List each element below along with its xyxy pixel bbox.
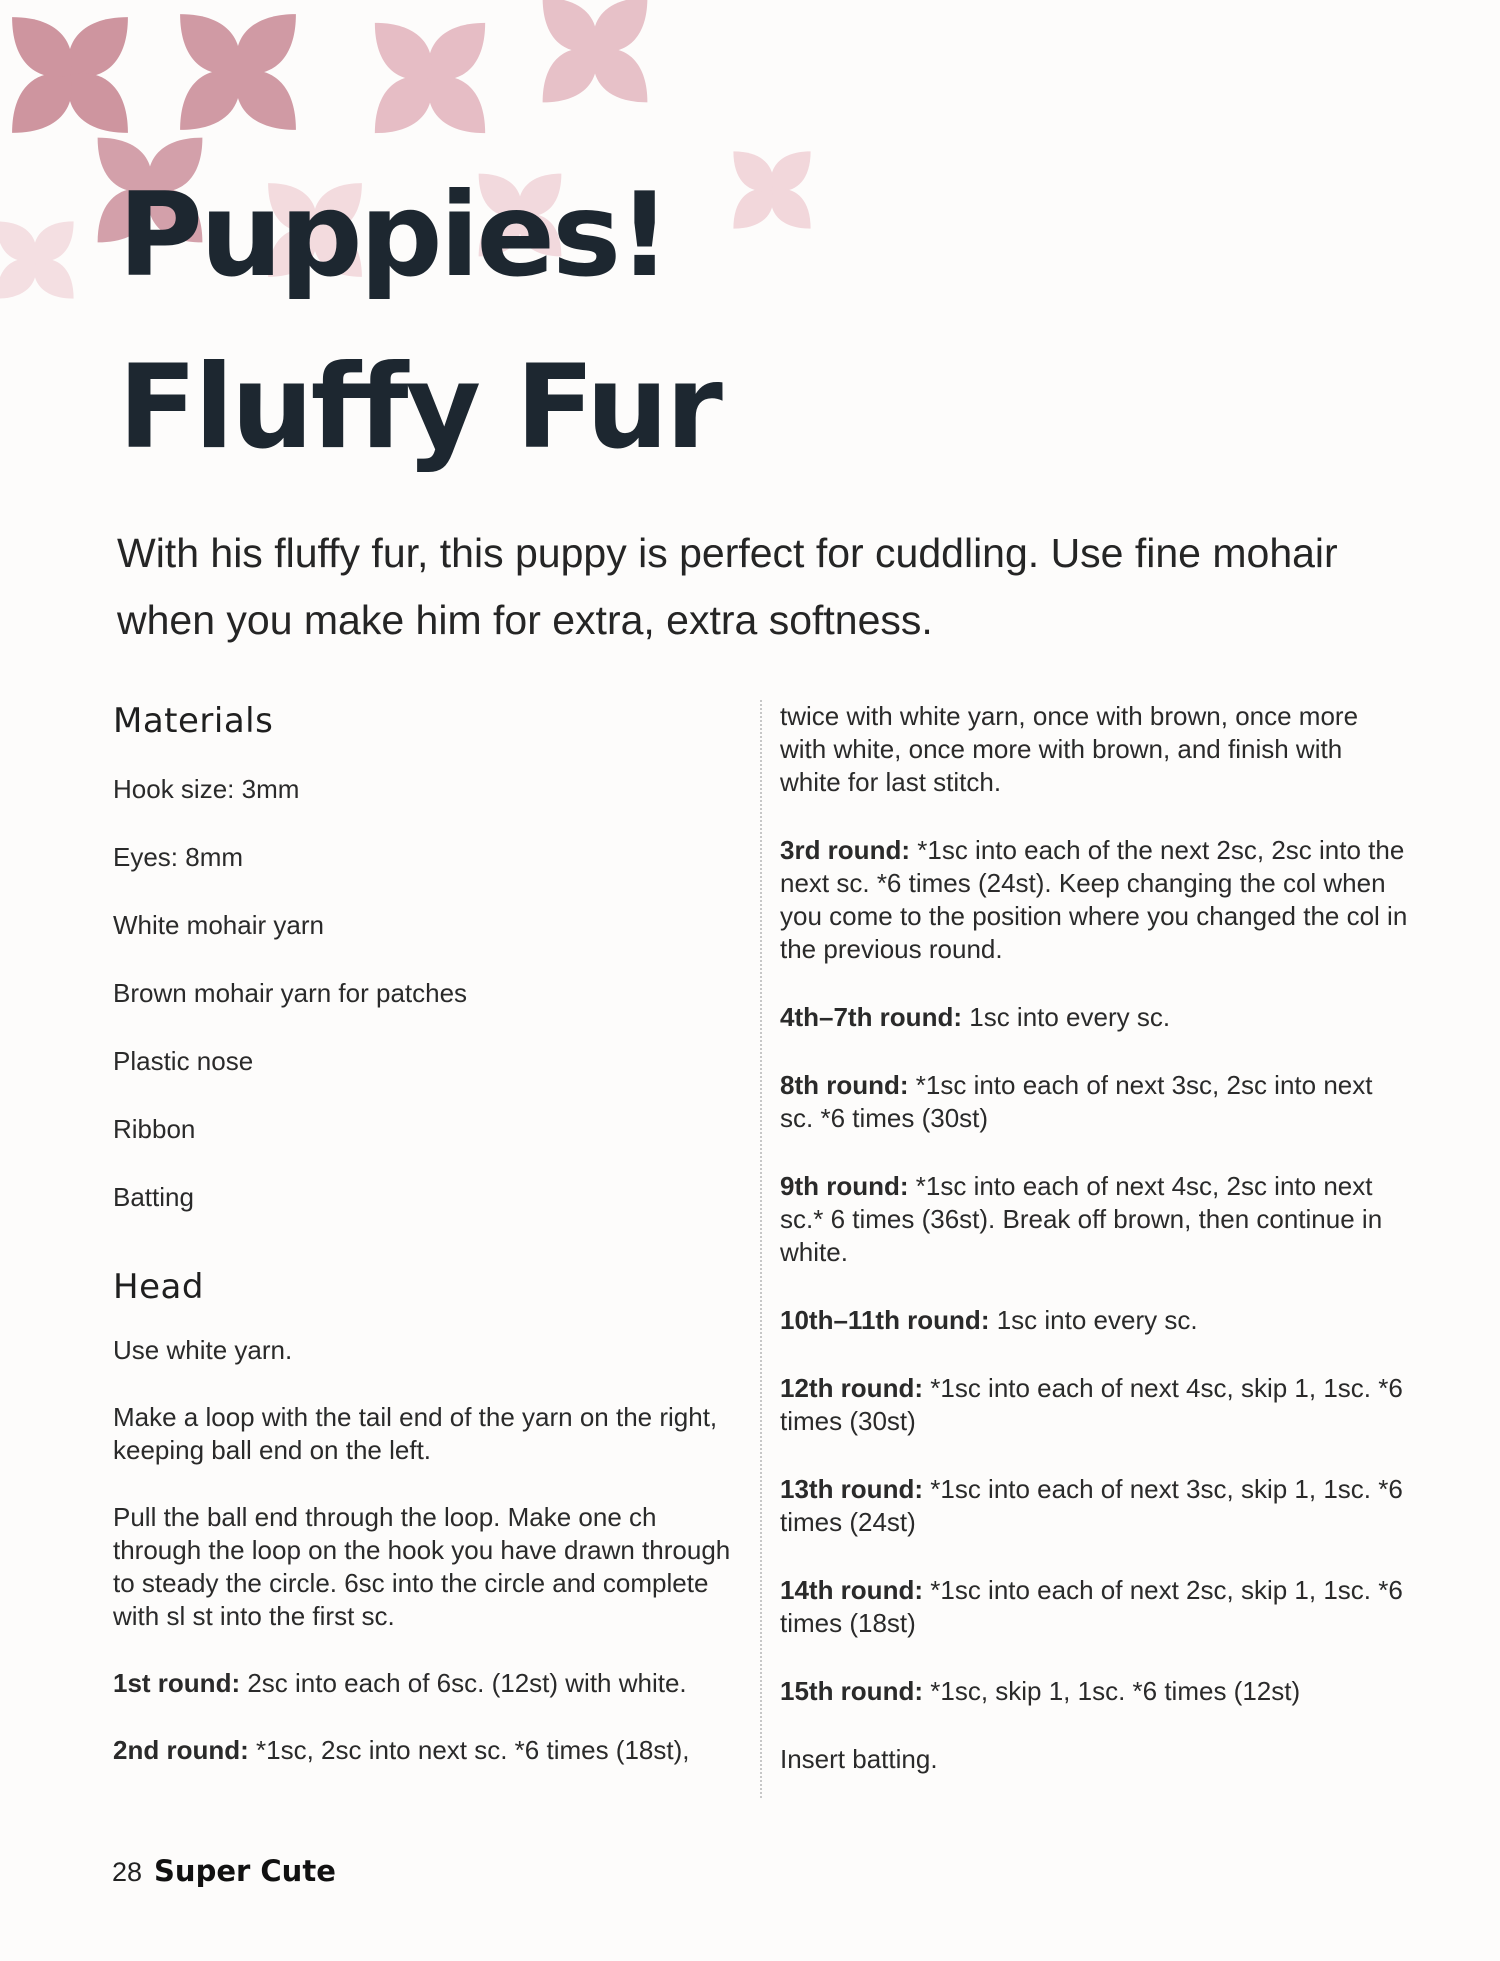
material-item: Brown mohair yarn for patches: [113, 978, 468, 1008]
round-instruction: [780, 834, 1410, 966]
round-label: 4th–7th round:: [780, 1002, 962, 1032]
right-column: [780, 700, 1410, 1811]
round-label: 12th round:: [780, 1373, 923, 1403]
round-text: 1sc into every sc.: [969, 1002, 1171, 1032]
round-instruction: [780, 1001, 1410, 1034]
round-text: *1sc into each of next 3sc, skip 1, 1sc. *6 times (24st): [780, 1474, 1403, 1537]
round-instruction: [780, 1675, 1410, 1708]
round-label: 13th round:: [780, 1474, 923, 1504]
round-instruction: [780, 1304, 1410, 1337]
round-instruction: [780, 1069, 1410, 1135]
round-text: *1sc into each of next 2sc, skip 1, 1sc. *6 times (18st): [780, 1575, 1403, 1638]
page-number: 28: [112, 1857, 143, 1887]
round-label: 9th round:: [780, 1171, 909, 1201]
page-title-line-2: Fluffy Fur: [118, 340, 720, 475]
head-instructions: [113, 1334, 733, 1767]
intro-paragraph: With his fluffy fur, this puppy is perfect for cuddling. Use fine mohair when you make him for extra, extra softness.: [117, 530, 1338, 643]
round-label: 1st round:: [113, 1668, 241, 1698]
material-item: Ribbon: [113, 1114, 196, 1144]
instruction-paragraph: Use white yarn.: [113, 1335, 293, 1365]
column-divider: [760, 700, 762, 1798]
continuation-paragraph: twice with white yarn, once with brown, once more with white, once more with brown, and finish with white for last stitch.: [780, 701, 1359, 797]
round-instruction: [780, 1574, 1410, 1640]
round-text: *1sc, 2sc into next sc. *6 times (18st),: [256, 1735, 690, 1765]
material-item: Eyes: 8mm: [113, 842, 244, 872]
head-heading: Head: [113, 1267, 204, 1307]
material-item: Batting: [113, 1182, 194, 1212]
closing-instruction: Insert batting.: [780, 1744, 938, 1774]
materials-list: [113, 772, 733, 1214]
round-label: 8th round:: [780, 1070, 909, 1100]
round-label: 2nd round:: [113, 1735, 249, 1765]
round-text: *1sc into each of next 3sc, 2sc into next sc. *6 times (30st): [780, 1070, 1373, 1133]
book-title: Super Cute: [154, 1854, 336, 1888]
instruction-paragraph: Pull the ball end through the loop. Make one ch through the loop on the hook you have drawn through to steady the circle. 6sc into the circle and complete with sl st into the first sc.: [113, 1502, 731, 1631]
round-label: 10th–11th round:: [780, 1305, 990, 1335]
round-label: 15th round:: [780, 1676, 923, 1706]
page-footer: [112, 1854, 336, 1888]
round-label: 14th round:: [780, 1575, 923, 1605]
material-item: Hook size: 3mm: [113, 774, 300, 804]
round-text: *1sc, skip 1, 1sc. *6 times (12st): [930, 1676, 1301, 1706]
round-text: *1sc into each of next 4sc, 2sc into next sc.* 6 times (36st). Break off brown, then continue in white.: [780, 1171, 1383, 1267]
round-instruction: [780, 1473, 1410, 1539]
round-instruction: [113, 1734, 733, 1767]
page-title-line-1: Puppies!: [118, 168, 669, 303]
instruction-paragraph: Make a loop with the tail end of the yarn on the right, keeping ball end on the left.: [113, 1402, 718, 1465]
round-instruction: [780, 1170, 1410, 1269]
round-text: 1sc into every sc.: [996, 1305, 1198, 1335]
material-item: White mohair yarn: [113, 910, 324, 940]
left-column: [113, 696, 733, 1801]
materials-heading: Materials: [113, 701, 274, 741]
round-label: 3rd round:: [780, 835, 910, 865]
round-instruction: [780, 1372, 1410, 1438]
round-text: *1sc into each of next 4sc, skip 1, 1sc. *6 times (30st): [780, 1373, 1403, 1436]
round-instruction: [113, 1667, 733, 1700]
round-text: *1sc into each of the next 2sc, 2sc into the next sc. *6 times (24st). Keep changing the col when you come to the position where you changed the col in the previous round.: [780, 835, 1408, 964]
round-text: 2sc into each of 6sc. (12st) with white.: [247, 1668, 687, 1698]
material-item: Plastic nose: [113, 1046, 254, 1076]
